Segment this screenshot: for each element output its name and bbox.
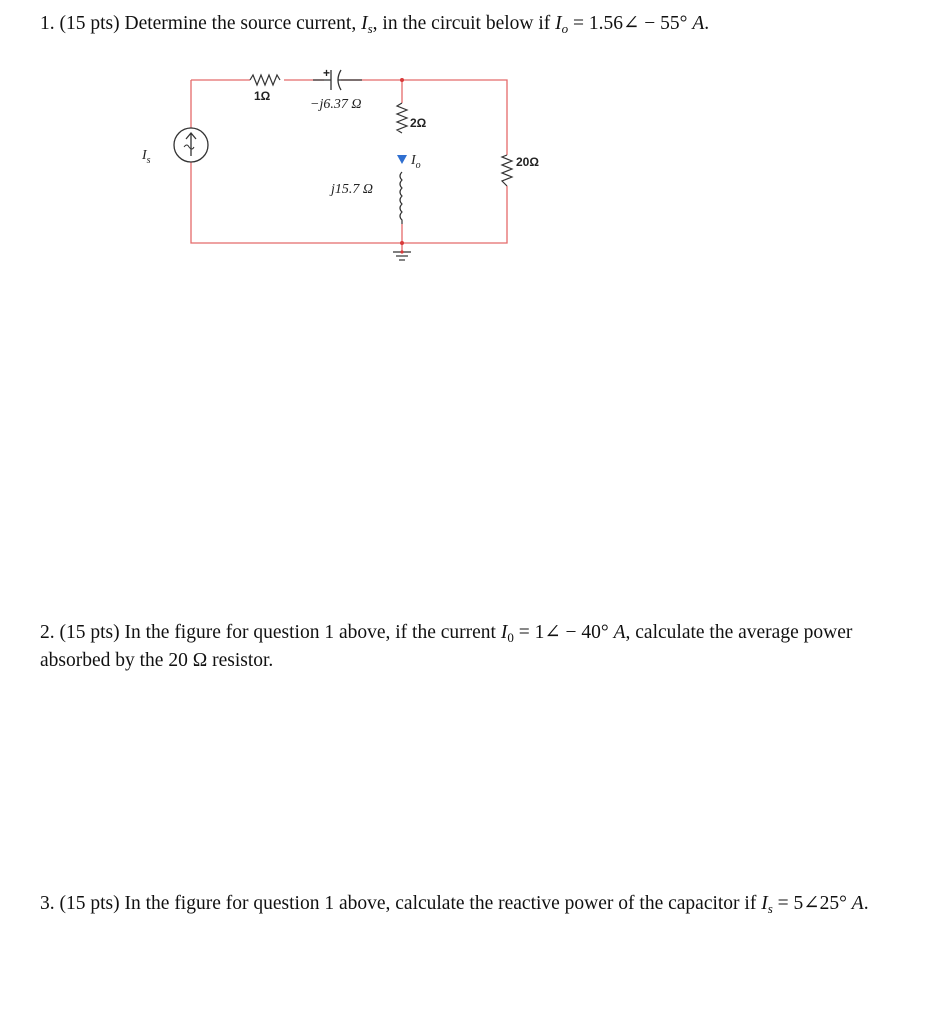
node-ground bbox=[400, 250, 403, 253]
resistor-20ohm bbox=[502, 155, 512, 186]
question-1-text-mid: , in the circuit below if bbox=[372, 13, 551, 34]
question-2-text: In the figure for question 1 above, if the current bbox=[124, 622, 496, 643]
io-label: $I_o$ bbox=[411, 153, 421, 171]
question-1-points: (15 pts) bbox=[59, 13, 120, 34]
r20-label: 20Ω bbox=[516, 155, 539, 169]
source-label: $I_s$ bbox=[142, 148, 151, 166]
resistor-1ohm bbox=[250, 75, 280, 85]
question-3-cond-var: $I_s$ bbox=[761, 893, 773, 916]
question-1-cond-var: $I_o$ bbox=[555, 13, 569, 36]
question-1-unit: A bbox=[692, 13, 705, 34]
inductor-label: j15.7 Ω bbox=[331, 182, 374, 197]
question-2-cond-expr: = 1∠ − 40° bbox=[518, 622, 609, 643]
question-2-cond-var: $I_0$ bbox=[500, 622, 514, 645]
cap-label: −j6.37 Ω bbox=[310, 97, 362, 112]
question-3-cond-expr: = 5∠25° bbox=[777, 893, 847, 914]
r1-label: 1Ω bbox=[254, 89, 271, 103]
current-source bbox=[174, 128, 208, 162]
node-bottom bbox=[400, 241, 404, 245]
question-2-unit: A bbox=[613, 622, 626, 643]
question-2-text-end: , calculate the average power absorbed by the 20 Ω resistor. bbox=[40, 622, 853, 671]
question-1-var: $I_s$ bbox=[361, 13, 373, 36]
question-2-number: 2. bbox=[40, 622, 55, 643]
r2-label: 2Ω bbox=[410, 116, 427, 130]
resistor-2ohm bbox=[397, 103, 407, 133]
question-3 bbox=[40, 890, 900, 918]
wire-right-bottom bbox=[402, 186, 507, 243]
question-3-number: 3. bbox=[40, 893, 55, 914]
question-3-points: (15 pts) bbox=[59, 893, 120, 914]
inductor bbox=[400, 172, 402, 224]
question-2-points: (15 pts) bbox=[59, 622, 120, 643]
current-io-arrow-icon bbox=[397, 155, 407, 164]
question-2 bbox=[40, 619, 900, 675]
cap-polarity: + bbox=[323, 66, 331, 80]
question-1-end: . bbox=[704, 13, 710, 34]
question-3-end: . bbox=[863, 893, 869, 914]
question-1-cond-expr: = 1.56∠ − 55° bbox=[573, 13, 688, 34]
question-3-unit: A bbox=[851, 893, 864, 914]
question-3-text: In the figure for question 1 above, calculate the reactive power of the capacitor if bbox=[124, 893, 757, 914]
capacitor bbox=[313, 70, 362, 90]
question-1-text: Determine the source current, bbox=[124, 13, 357, 34]
circuit-diagram bbox=[0, 0, 929, 300]
question-1-number: 1. bbox=[40, 13, 55, 34]
wire-left-bottom bbox=[191, 162, 402, 243]
node-top bbox=[400, 78, 404, 82]
